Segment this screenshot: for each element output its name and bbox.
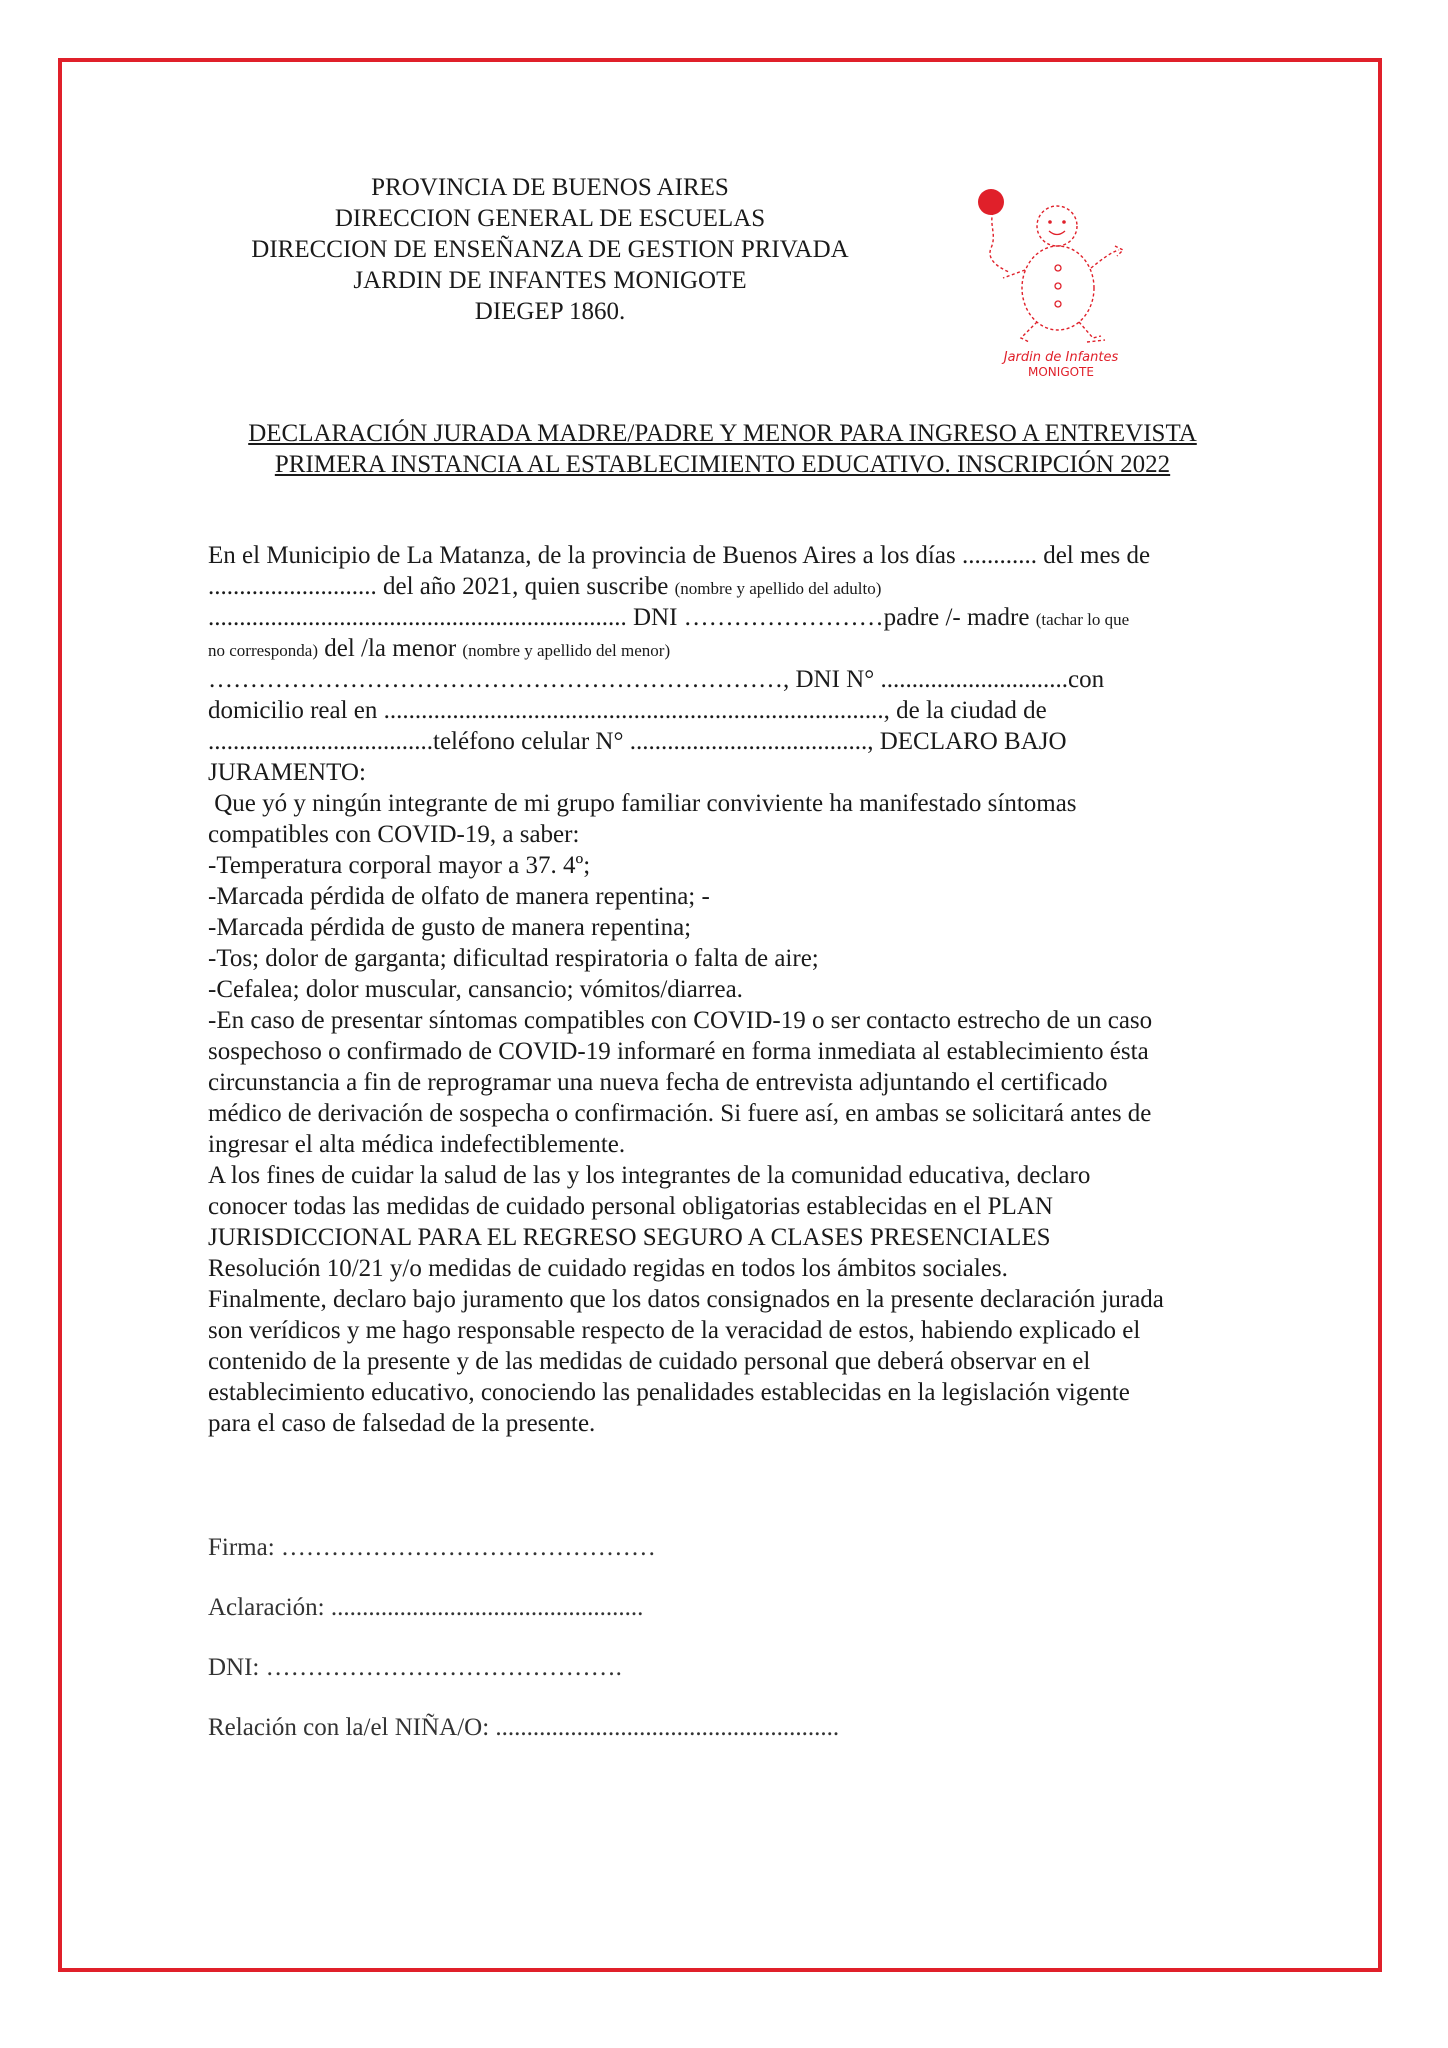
header-line-diegep: DIEGEP 1860. — [474, 298, 626, 325]
body-line — [208, 571, 1248, 602]
document-title — [200, 418, 1245, 480]
signature-field: Firma: ……………………………………… — [208, 1534, 656, 1561]
symptom-item: -Cefalea; dolor muscular, cansancio; vómitos/diarrea. — [208, 976, 743, 1003]
body-line: domicilio real en ................................................................................, de la ciudad de — [208, 697, 1047, 724]
body-line: JURAMENTO: — [208, 759, 366, 786]
body-line: contenido de la presente y de las medidas de cuidado personal que deberá observar en el — [208, 1348, 1091, 1375]
body-line — [208, 633, 1248, 664]
relationship-field: Relación con la/el NIÑA/O: ....................................................... — [208, 1714, 840, 1741]
body-text: ................................................................... DNI ……………………padre /- madre — [208, 604, 1036, 631]
body-note: (nombre y apellido del adulto) — [674, 579, 882, 598]
symptom-item: -Temperatura corporal mayor a 37. 4º; — [208, 852, 591, 879]
body-line: Resolución 10/21 y/o medidas de cuidado regidas en todos los ámbitos sociales. — [208, 1255, 1008, 1282]
institution-header — [200, 172, 900, 327]
body-line: son verídicos y me hago responsable respecto de la veracidad de estos, habiendo explicado el — [208, 1317, 1141, 1344]
header-line-province: PROVINCIA DE BUENOS AIRES — [371, 174, 729, 201]
body-note: no corresponda) — [208, 641, 318, 660]
body-line: Que yó y ningún integrante de mi grupo familiar conviviente ha manifestado síntomas — [208, 790, 1077, 817]
header-line-jardin: JARDIN DE INFANTES MONIGOTE — [353, 267, 747, 294]
snowman-balloon-icon — [925, 180, 1185, 400]
body-line: circunstancia a fin de reprogramar una nueva fecha de entrevista adjuntando el certificado — [208, 1069, 1108, 1096]
body-line: ingresar el alta médica indefectiblemente. — [208, 1131, 626, 1158]
body-line: -En caso de presentar síntomas compatibles con COVID-19 o ser contacto estrecho de un caso — [208, 1007, 1153, 1034]
body-line — [208, 602, 1248, 633]
dni-field: DNI: ……………………………………. — [208, 1654, 622, 1681]
body-text: ........................... del año 2021, quien suscribe — [208, 573, 675, 600]
logo-text-line2: MONIGOTE — [1028, 365, 1094, 379]
body-line: JURISDICCIONAL PARA EL REGRESO SEGURO A CLASES PRESENCIALES — [208, 1224, 1051, 1251]
school-logo — [925, 180, 1185, 400]
body-note: (tachar lo que — [1035, 610, 1130, 629]
body-line: para el caso de falsedad de la presente. — [208, 1410, 596, 1437]
header-line-direccion-general: DIRECCION GENERAL DE ESCUELAS — [334, 205, 766, 232]
body-note: (nombre y apellido del menor) — [462, 641, 671, 660]
symptom-item: -Tos; dolor de garganta; dificultad respiratoria o falta de aire; — [208, 945, 819, 972]
title-line-2: PRIMERA INSTANCIA AL ESTABLECIMIENTO EDUCATIVO. INSCRIPCIÓN 2022 — [274, 451, 1171, 478]
clarification-field: Aclaración: .................................................. — [208, 1594, 644, 1621]
title-line-1: DECLARACIÓN JURADA MADRE/PADRE Y MENOR PARA INGRESO A ENTREVISTA — [248, 420, 1197, 447]
declaration-body — [208, 540, 1248, 1439]
body-line: sospechoso o confirmado de COVID-19 informaré en forma inmediata al establecimiento ésta — [208, 1038, 1149, 1065]
body-line: A los fines de cuidar la salud de las y los integrantes de la comunidad educativa, declaro — [208, 1162, 1091, 1189]
header-line-direccion-ensenanza: DIRECCION DE ENSEÑANZA DE GESTION PRIVADA — [251, 236, 849, 263]
body-line: ....................................teléfono celular N° ......................................, DECLARO BAJO — [208, 728, 1067, 755]
body-line: compatibles con COVID-19, a saber: — [208, 821, 580, 848]
body-line: En el Municipio de La Matanza, de la provincia de Buenos Aires a los días ............ del mes de — [208, 542, 1151, 569]
body-line: Finalmente, declaro bajo juramento que los datos consignados en la presente declaración jurada — [208, 1286, 1164, 1313]
symptom-item: -Marcada pérdida de gusto de manera repentina; — [208, 914, 692, 941]
body-line: ……………………………………………………………, DNI N° ..............................con — [208, 666, 1105, 693]
body-line: conocer todas las medidas de cuidado personal obligatorias establecidas en el PLAN — [208, 1193, 1053, 1220]
body-line: establecimiento educativo, conociendo las penalidades establecidas en la legislación vigente — [208, 1379, 1130, 1406]
logo-text-line1: Jardin de Infantes — [1003, 350, 1119, 365]
body-line: médico de derivación de sospecha o confirmación. Si fuere así, en ambas se solicitará antes de — [208, 1100, 1152, 1127]
symptom-item: -Marcada pérdida de olfato de manera repentina; - — [208, 883, 710, 910]
body-text: del /la menor — [318, 635, 463, 662]
